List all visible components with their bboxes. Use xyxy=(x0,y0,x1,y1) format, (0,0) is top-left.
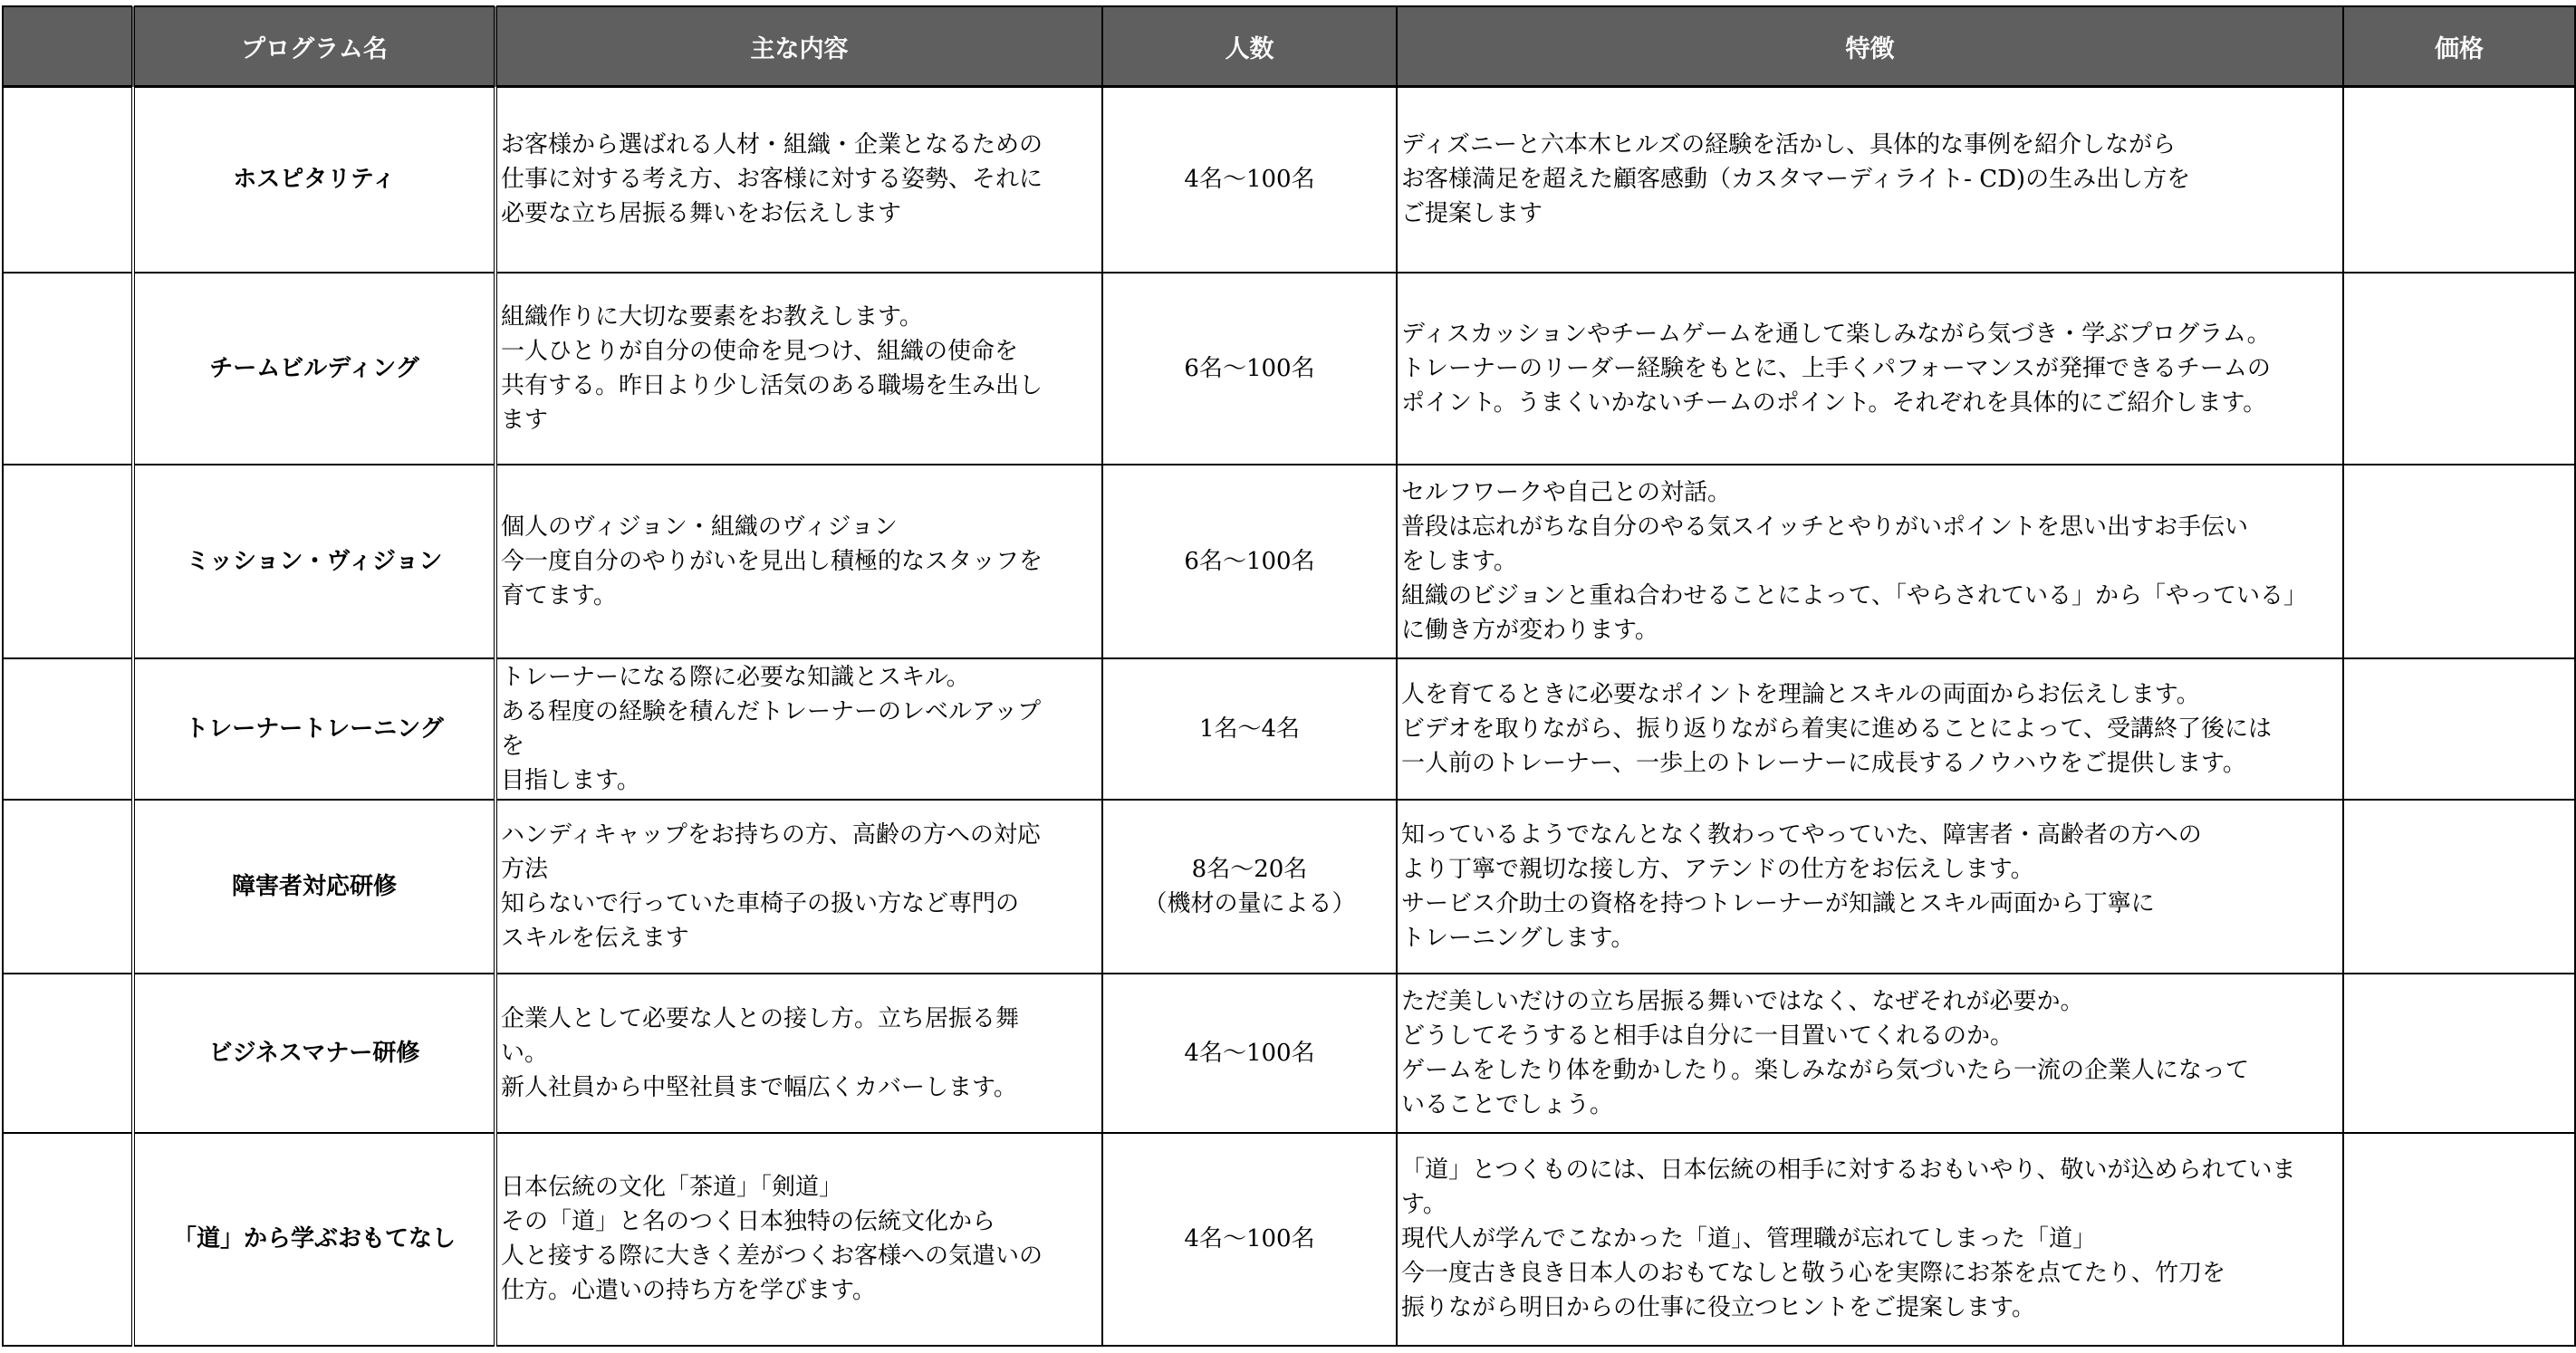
people-count-cell[interactable] xyxy=(1102,974,1397,1133)
features-line: ディスカッションやチームゲームを通して楽しみながら気づき・学ぶプログラム。 xyxy=(1401,320,2271,348)
people-count-cell[interactable] xyxy=(1102,465,1397,658)
features-cell[interactable] xyxy=(1397,658,2343,800)
table-row xyxy=(3,87,2575,273)
program-name-cell[interactable] xyxy=(133,1133,495,1346)
main-content-line: 一人ひとりが自分の使命を見つけ、組織の使命を xyxy=(501,337,1018,365)
features-line: 「道」とつくものには、日本伝統の相手に対するおもいやり、敬いが込められていま xyxy=(1401,1156,2296,1184)
main-content-lines xyxy=(501,128,1098,231)
main-content-line: ます xyxy=(501,406,549,434)
price-cell[interactable] xyxy=(2343,273,2575,465)
table-row xyxy=(3,1133,2575,1346)
program-name-cell[interactable] xyxy=(133,87,495,273)
program-name: トレーナートレーニング xyxy=(185,715,444,743)
people-count-lines xyxy=(1107,544,1392,579)
features-line: トレーナーのリーダー経験をもとに、上手くパフォーマンスが発揮できるチームの xyxy=(1401,354,2271,382)
features-lines xyxy=(1401,677,2339,781)
features-line: 普段は忘れがちな自分のやる気スイッチとやりがいポイントを思い出すお手伝い xyxy=(1401,513,2248,541)
program-name: ミッション・ヴィジョン xyxy=(186,547,443,575)
main-content-line: スキルを伝えます xyxy=(501,924,689,952)
main-content-cell[interactable] xyxy=(495,273,1102,465)
table-row xyxy=(3,658,2575,800)
main-content-lines xyxy=(501,510,1098,613)
features-line: トレーニングします。 xyxy=(1401,924,1635,952)
row-blank-cell[interactable] xyxy=(3,87,133,273)
header-people-count[interactable]: 人数 xyxy=(1102,6,1397,87)
price-cell[interactable] xyxy=(2343,974,2575,1133)
features-line: サービス介助士の資格を持つトレーナーが知識とスキル両面から丁寧に xyxy=(1401,889,2155,917)
table-row xyxy=(3,974,2575,1133)
features-line: ディズニーと六本木ヒルズの経験を活かし、具体的な事例を紹介しながら xyxy=(1401,131,2177,159)
people-count-lines xyxy=(1107,162,1392,197)
features-line: 知っているようでなんとなく教わってやっていた、障害者・高齢者の方への xyxy=(1401,820,2202,849)
features-lines xyxy=(1401,1153,2339,1325)
people-count-cell[interactable] xyxy=(1102,87,1397,273)
features-cell[interactable] xyxy=(1397,1133,2343,1346)
main-content-cell[interactable] xyxy=(495,800,1102,974)
program-table xyxy=(2,5,2576,1347)
features-lines xyxy=(1401,818,2339,955)
features-cell[interactable] xyxy=(1397,273,2343,465)
program-name-cell[interactable] xyxy=(133,465,495,658)
people-count-lines xyxy=(1107,852,1392,921)
main-content-cell[interactable] xyxy=(495,1133,1102,1346)
features-line: 一人前のトレーナー、一歩上のトレーナーに成長するノウハウをご提供します。 xyxy=(1401,749,2246,777)
table-body xyxy=(3,87,2575,1346)
header-main-content[interactable]: 主な内容 xyxy=(495,6,1102,87)
features-line: どうしてそうすると相手は自分に一目置いてくれるのか。 xyxy=(1401,1022,2014,1050)
main-content-line: 共有する。昨日より少し活気のある職場を生み出し xyxy=(501,371,1043,399)
header-program-name[interactable]: プログラム名 xyxy=(133,6,495,87)
main-content-lines xyxy=(501,1002,1098,1105)
main-content-line: ある程度の経験を積んだトレーナーのレベルアップ xyxy=(501,697,1042,725)
main-content-line: 個人のヴィジョン・組織のヴィジョン xyxy=(501,513,898,541)
row-blank-cell[interactable] xyxy=(3,1133,133,1346)
features-line: ポイント。うまくいかないチームのポイント。それぞれを具体的にご紹介します。 xyxy=(1401,389,2267,417)
program-name-cell[interactable] xyxy=(133,974,495,1133)
price-cell[interactable] xyxy=(2343,465,2575,658)
main-content-line: 方法 xyxy=(501,855,549,883)
program-name: 「道」から学ぶおもてなし xyxy=(172,1225,456,1252)
program-name: チームビルディング xyxy=(209,354,419,382)
main-content-line: を xyxy=(501,732,525,760)
program-name-cell[interactable] xyxy=(133,273,495,465)
people-count-line: 6名～100名 xyxy=(1184,547,1315,575)
features-line: 現代人が学んでこなかった「道」、管理職が忘れてしまった「道」 xyxy=(1401,1225,2097,1252)
features-line: 今一度古き良き日本人のおもてなしと敬う心を実際にお茶を点てたり、竹刀を xyxy=(1401,1260,2226,1287)
main-content-lines xyxy=(501,818,1098,955)
row-blank-cell[interactable] xyxy=(3,974,133,1133)
people-count-cell[interactable] xyxy=(1102,1133,1397,1346)
people-count-line: 4名～100名 xyxy=(1184,1225,1315,1252)
people-count-cell[interactable] xyxy=(1102,800,1397,974)
main-content-line: ハンディキャップをお持ちの方、高齢の方への対応 xyxy=(501,820,1041,849)
header-row xyxy=(3,6,2575,87)
row-blank-cell[interactable] xyxy=(3,465,133,658)
program-name: ホスピタリティ xyxy=(233,166,396,194)
people-count-lines xyxy=(1107,351,1392,386)
main-content-line: 組織作りに大切な要素をお教えします。 xyxy=(501,302,923,331)
main-content-line: 仕方。心遣いの持ち方を学びます。 xyxy=(501,1277,876,1304)
row-blank-cell[interactable] xyxy=(3,273,133,465)
main-content-lines xyxy=(501,1170,1098,1308)
main-content-line: 今一度自分のやりがいを見出し積極的なスタッフを xyxy=(501,547,1043,575)
features-line: ご提案します xyxy=(1401,200,1543,228)
program-name-cell[interactable] xyxy=(133,658,495,800)
features-line: ビデオを取りながら、振り返りながら着実に進めることによって、受講終了後には xyxy=(1401,715,2272,743)
features-cell[interactable] xyxy=(1397,87,2343,273)
row-blank-cell[interactable] xyxy=(3,800,133,974)
main-content-cell[interactable] xyxy=(495,658,1102,800)
header-blank-cell[interactable] xyxy=(3,6,133,87)
row-blank-cell[interactable] xyxy=(3,658,133,800)
main-content-line: 知らないで行っていた車椅子の扱い方など専門の xyxy=(501,889,1020,917)
features-line: 人を育てるときに必要なポイントを理論とスキルの両面からお伝えします。 xyxy=(1401,680,2200,708)
price-cell[interactable] xyxy=(2343,87,2575,273)
program-name: ビジネスマナー研修 xyxy=(208,1039,420,1067)
features-line: より丁寧で親切な接し方、アテンドの仕方をお伝えします。 xyxy=(1401,855,2034,883)
features-lines xyxy=(1401,128,2339,231)
features-line: 振りながら明日からの仕事に役立つヒントをご提案します。 xyxy=(1401,1294,2035,1321)
main-content-line: 必要な立ち居振る舞いをお伝えします xyxy=(501,200,902,228)
main-content-line: い。 xyxy=(501,1039,549,1067)
header-features[interactable]: 特徴 xyxy=(1397,6,2343,87)
people-count-cell[interactable] xyxy=(1102,658,1397,800)
features-line: ゲームをしたり体を動かしたり。楽しみながら気づいたら一流の企業人になって xyxy=(1401,1056,2250,1084)
features-lines xyxy=(1401,475,2339,648)
features-line: 組織のビジョンと重ね合わせることによって、「やらされている」から「やっている」 xyxy=(1401,581,2307,609)
main-content-line: その「道」と名のつく日本独特の伝統文化から xyxy=(501,1208,996,1235)
main-content-line: トレーナーになる際に必要な知識とスキル。 xyxy=(501,663,970,691)
table-row xyxy=(3,273,2575,465)
people-count-lines xyxy=(1107,1222,1392,1256)
main-content-lines xyxy=(501,660,1098,798)
table-row xyxy=(3,465,2575,658)
main-content-cell[interactable] xyxy=(495,974,1102,1133)
program-name: 障害者対応研修 xyxy=(231,872,397,900)
features-line: す。 xyxy=(1401,1191,1447,1218)
people-count-line: 4名～100名 xyxy=(1184,1039,1315,1067)
main-content-line: 新人社員から中堅社員まで幅広くカバーします。 xyxy=(501,1073,1017,1101)
features-line: お客様満足を超えた顧客感動（カスタマーディライト- CD)の生み出し方を xyxy=(1401,166,2191,194)
features-line: セルフワークや自己との対話。 xyxy=(1401,478,1732,506)
people-count-line: （機材の量による） xyxy=(1143,889,1356,917)
main-content-cell[interactable] xyxy=(495,465,1102,658)
people-count-line: 6名～100名 xyxy=(1184,354,1315,382)
main-content-line: 日本伝統の文化「茶道」「剣道」 xyxy=(501,1174,843,1201)
people-count-cell[interactable] xyxy=(1102,273,1397,465)
main-content-line: 育てます。 xyxy=(501,581,617,609)
header-price[interactable]: 価格 xyxy=(2343,6,2575,87)
price-cell[interactable] xyxy=(2343,800,2575,974)
price-cell[interactable] xyxy=(2343,658,2575,800)
main-content-lines xyxy=(501,300,1098,437)
people-count-line: 8名～20名 xyxy=(1191,855,1308,883)
features-cell[interactable] xyxy=(1397,465,2343,658)
table-row xyxy=(3,800,2575,974)
features-lines xyxy=(1401,984,2339,1122)
people-count-lines xyxy=(1107,712,1392,746)
features-line: をします。 xyxy=(1401,547,1517,575)
main-content-line: 仕事に対する考え方、お客様に対する姿勢、それに xyxy=(501,166,1043,194)
features-line: ただ美しいだけの立ち居振る舞いではなく、なぜそれが必要か。 xyxy=(1401,987,2084,1015)
features-cell[interactable] xyxy=(1397,974,2343,1133)
main-content-line: お客様から選ばれる人材・組織・企業となるための xyxy=(501,131,1043,159)
price-cell[interactable] xyxy=(2343,1133,2575,1346)
people-count-line: 4名～100名 xyxy=(1184,166,1315,194)
main-content-line: 人と接する際に大きく差がつくお客様への気遣いの xyxy=(501,1243,1043,1270)
main-content-line: 目指します。 xyxy=(501,766,640,794)
features-line: いることでしょう。 xyxy=(1401,1090,1614,1118)
features-lines xyxy=(1401,317,2339,420)
main-content-cell[interactable] xyxy=(495,87,1102,273)
program-name-cell[interactable] xyxy=(133,800,495,974)
features-line: に働き方が変わります。 xyxy=(1401,616,1658,644)
people-count-lines xyxy=(1107,1036,1392,1070)
features-cell[interactable] xyxy=(1397,800,2343,974)
people-count-line: 1名～4名 xyxy=(1198,715,1301,743)
main-content-line: 企業人として必要な人との接し方。立ち居振る舞 xyxy=(501,1004,1020,1032)
